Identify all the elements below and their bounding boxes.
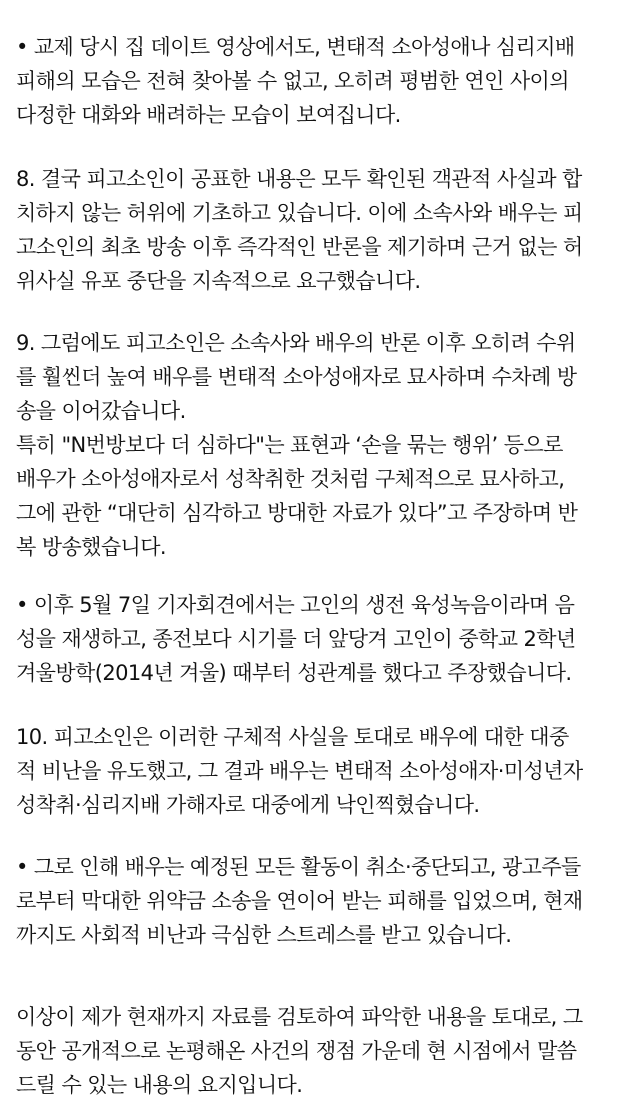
- paragraph-2-line-2: 치하지 않는 허위에 기초하고 있습니다. 이에 소속사와 배우는 피: [16, 201, 583, 225]
- paragraph-5-line-1: 10. 피고소인은 이러한 구체적 사실을 토대로 배우에 대한 대중: [16, 725, 569, 749]
- paragraph-4-line-3: 겨울방학(2014년 겨울) 때부터 성관계를 했다고 주장했습니다.: [16, 661, 572, 685]
- paragraph-5-line-2: 적 비난을 유도했고, 그 결과 배우는 변태적 소아성애자·미성년자: [16, 759, 583, 783]
- paragraph-7-line-2: 동안 공개적으로 논평해온 사건의 쟁점 가운데 현 시점에서 말씀: [16, 1039, 577, 1063]
- paragraph-1-line-2: 피해의 모습은 전혀 찾아볼 수 없고, 오히려 평범한 연인 사이의: [16, 69, 569, 93]
- paragraph-4-line-1: • 이후 5월 7일 기자회견에서는 고인의 생전 육성녹음이라며 음: [16, 593, 575, 617]
- paragraph-3-line-4: 특히 "N번방보다 더 심하다"는 표현과 ‘손을 묶는 행위’ 등으로: [16, 433, 563, 457]
- paragraph-1-line-3: 다정한 대화와 배려하는 모습이 보여집니다.: [16, 103, 401, 127]
- paragraph-4-line-2: 성을 재생하고, 종전보다 시기를 더 앞당겨 고인이 중학교 2학년: [16, 627, 576, 651]
- paragraph-3-line-5: 배우가 소아성애자로서 성착취한 것처럼 구체적으로 묘사하고,: [16, 467, 565, 491]
- paragraph-3-line-7: 복 방송했습니다.: [16, 535, 166, 559]
- paragraph-6-line-1: • 그로 인해 배우는 예정된 모든 활동이 취소·중단되고, 광고주들: [16, 855, 581, 879]
- paragraph-6-line-3: 까지도 사회적 비난과 극심한 스트레스를 받고 있습니다.: [16, 923, 512, 947]
- paragraph-3-line-1: 9. 그럼에도 피고소인은 소속사와 배우의 반론 이후 오히려 수위: [16, 331, 576, 355]
- paragraph-5-line-3: 성착취·심리지배 가해자로 대중에게 낙인찍혔습니다.: [16, 793, 480, 817]
- paragraph-6-line-2: 로부터 막대한 위약금 소송을 연이어 받는 피해를 입었으며, 현재: [16, 889, 583, 913]
- paragraph-2-line-3: 고소인의 최초 방송 이후 즉각적인 반론을 제기하며 근거 없는 허: [16, 235, 583, 259]
- paragraph-1-line-1: • 교제 당시 집 데이트 영상에서도, 변태적 소아성애나 심리지배: [16, 35, 575, 59]
- paragraph-7-line-1: 이상이 제가 현재까지 자료를 검토하여 파악한 내용을 토대로, 그: [16, 1005, 583, 1029]
- paragraph-7-line-3: 드릴 수 있는 내용의 요지입니다.: [16, 1073, 303, 1097]
- paragraph-3-line-6: 그에 관한 “대단히 심각하고 방대한 자료가 있다”고 주장하며 반: [16, 501, 578, 525]
- paragraph-3-line-2: 를 훨씬더 높여 배우를 변태적 소아성애자로 묘사하며 수차례 방: [16, 365, 577, 389]
- paragraph-2-line-1: 8. 결국 피고소인이 공표한 내용은 모두 확인된 객관적 사실과 합: [16, 167, 582, 191]
- paragraph-3-line-3: 송을 이어갔습니다.: [16, 399, 186, 423]
- paragraph-2-line-4: 위사실 유포 중단을 지속적으로 요구했습니다.: [16, 269, 421, 293]
